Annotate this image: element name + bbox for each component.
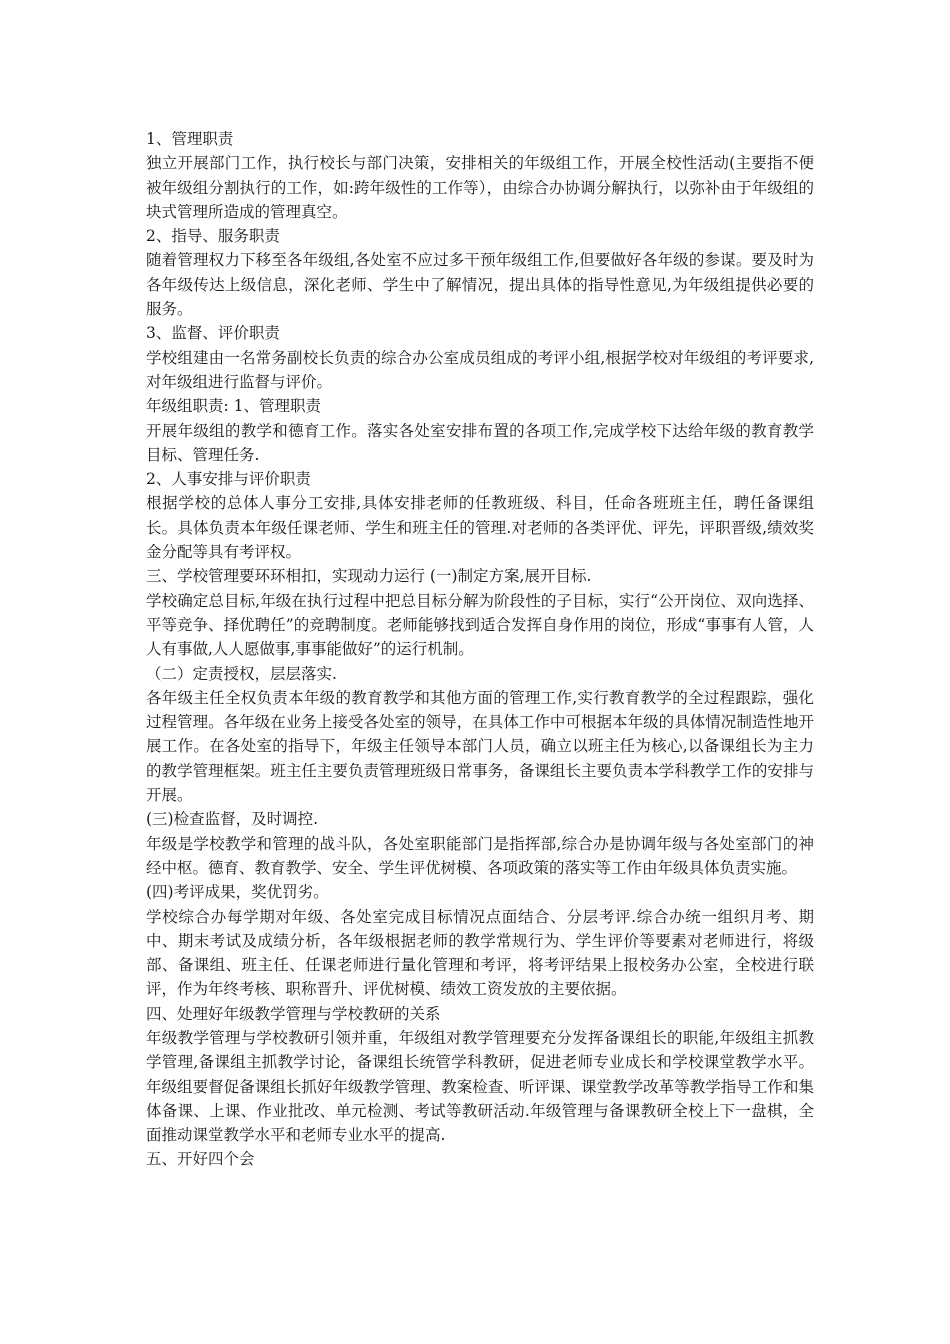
paragraph-responsibility: 各年级主任全权负责本年级的教育教学和其他方面的管理工作,实行教育教学的全过程跟踪，强化过程管理。各年级在业务上接受各处室的领导，在具体工作中可根据本年级的具体情况制造性地开展工作。在各处室的指导下，年级主任领导本部门人员，确立以班主任为核心,以备课组长为主力的教学管理框架。班主任主要负责管理班级日常事务，备课组长主要负责本学科教学工作的安排与开展。	[146, 688, 814, 805]
document-body	[146, 127, 814, 1172]
paragraph-goal-decomposition: 学校确定总目标,年级在执行过程中把总目标分解为阶段性的子目标，实行“公开岗位、双向选择、平等竞争、择优聘任”的竞聘制度。老师能够找到适合发挥自身作用的岗位，形成“事事有人管，人人有事做,人人愿做事,事事能做好”的运行机制。	[146, 591, 814, 659]
paragraph-inspection: 年级是学校教学和管理的战斗队，各处室职能部门是指挥部,综合办是协调年级与各处室部门的神经中枢。德育、教育教学、安全、学生评优树模、各项政策的落实等工作由年级具体负责实施。	[146, 834, 814, 877]
paragraph-guidance-duty: 随着管理权力下移至各年级组,各处室不应过多干预年级组工作,但要做好各年级的参谋。要及时为各年级传达上级信息，深化老师、学生中了解情况，提出具体的指导性意见,为年级组提供必要的服务。	[146, 251, 814, 319]
paragraph-teaching-research: 年级教学管理与学校教研引领并重，年级组对教学管理要充分发挥备课组长的职能,年级组主抓教学管理,备课组主抓教学讨论，备课组长统管学科教研，促进老师专业成长和学校课堂教学水平。年级组要督促备课组长抓好年级教学管理、教案检查、听评课、课堂教学改革等教学指导工作和集体备课、上课、作业批改、单元检测、考试等教研活动.年级管理与备课教研全校上下一盘棋，全面推动课堂教学水平和老师专业水平的提高.	[146, 1028, 814, 1145]
heading-management-duty: 1、管理职责	[146, 130, 234, 148]
heading-supervision-duty: 3、监督、评价职责	[146, 324, 280, 343]
heading-personnel-duty: 2、人事安排与评价职责	[146, 470, 311, 489]
heading-evaluation: (四)考评成果，奖优罚劣。	[146, 883, 329, 902]
paragraph-grade-group-duty: 开展年级组的教学和德育工作。落实各处室安排布置的各项工作,完成学校下达给年级的教育教学目标、管理任务.	[146, 421, 814, 464]
heading-section-three: 三、学校管理要环环相扣，实现动力运行 (一)制定方案,展开目标.	[146, 567, 592, 586]
heading-section-five: 五、开好四个会	[146, 1150, 255, 1169]
paragraph-management-duty: 独立开展部门工作，执行校长与部门决策，安排相关的年级组工作，开展全校性活动(主要指不便被年级组分割执行的工作，如:跨年级性的工作等），由综合办协调分解执行，以弥补由于年级组的块式管理所造成的管理真空。	[146, 154, 814, 221]
paragraph-evaluation: 学校综合办每学期对年级、各处室完成目标情况点面结合、分层考评.综合办统一组织月考、期中、期末考试及成绩分析，各年级根据老师的教学常规行为、学生评价等要素对老师进行，将级部、备课组、班主任、任课老师进行量化管理和考评，将考评结果上报校务办公室，全校进行联评，作为年终考核、职称晋升、评优树模、绩效工资发放的主要依据。	[146, 907, 814, 999]
paragraph-personnel-duty: 根据学校的总体人事分工安排,具体安排老师的任教班级、科目，任命各班班主任，聘任备课组长。具体负责本年级任课老师、学生和班主任的管理.对老师的各类评优、评先，评职晋级,绩效奖金分配等具有考评权。	[146, 494, 814, 562]
paragraph-supervision-duty: 学校组建由一名常务副校长负责的综合办公室成员组成的考评小组,根据学校对年级组的考评要求,对年级组进行监督与评价。	[146, 348, 814, 391]
heading-grade-group-duty: 年级组职责: 1、管理职责	[146, 397, 322, 416]
heading-inspection: (三)检查监督，及时调控.	[146, 810, 319, 829]
heading-section-four: 四、处理好年级教学管理与学校教研的关系	[146, 1004, 441, 1023]
heading-responsibility: （二）定责授权，层层落实.	[146, 664, 337, 683]
heading-guidance-duty: 2、指导、服务职责	[146, 227, 280, 246]
